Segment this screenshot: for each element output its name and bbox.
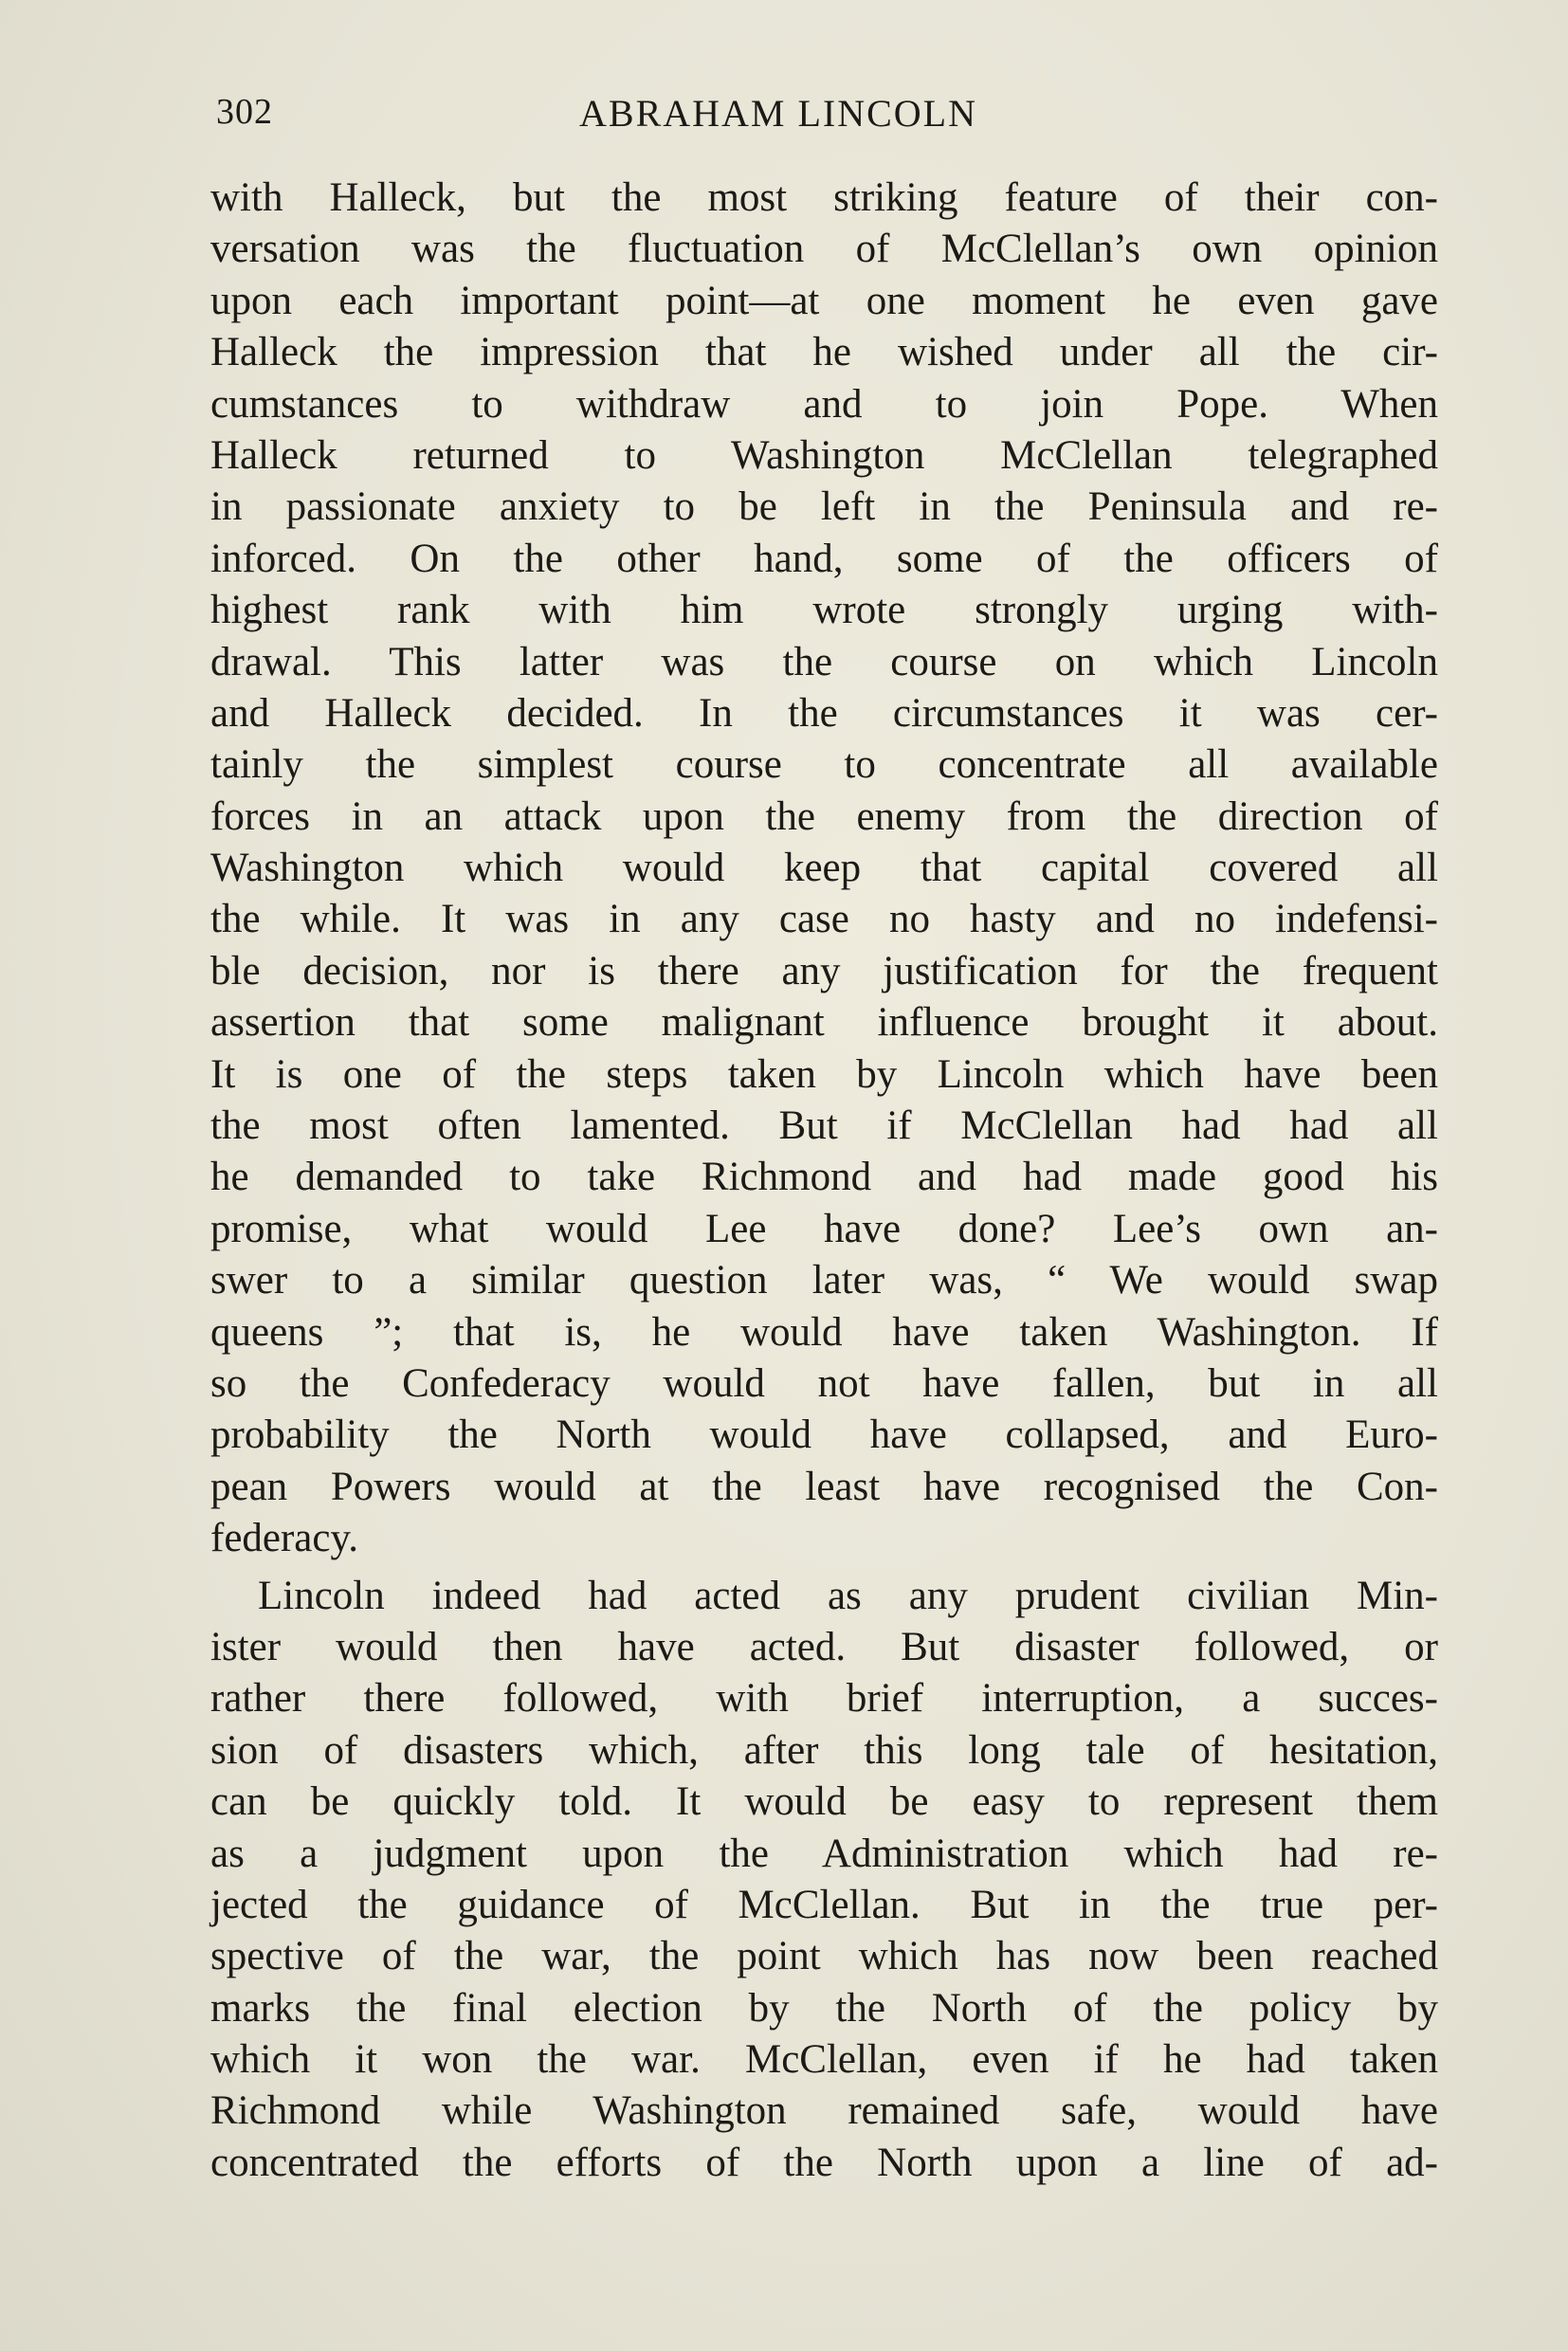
text-line: can be quickly told. It would be easy to represent them <box>210 1779 1438 1825</box>
text-line: rather there followed, with brief interruption, a succes- <box>210 1676 1438 1722</box>
page-number: 302 <box>216 92 273 132</box>
text-line: pean Powers would at the least have recognised the Con- <box>210 1464 1438 1509</box>
text-line: Richmond while Washington remained safe, would have <box>210 2088 1438 2134</box>
text-line: concentrated the efforts of the North upon a line of ad- <box>210 2140 1438 2185</box>
text-line: with Halleck, but the most striking feature of their con- <box>210 175 1438 220</box>
text-line: Halleck returned to Washington McClellan telegraphed <box>210 432 1438 478</box>
text-line: Halleck the impression that he wished under all the cir- <box>210 330 1438 375</box>
text-line: swer to a similar question later was, “ We would swap <box>210 1258 1438 1303</box>
text-line: versation was the fluctuation of McClellan’s own opinion <box>210 227 1438 272</box>
paragraph <box>210 1571 1438 2190</box>
running-title: ABRAHAM LINCOLN <box>579 92 977 135</box>
text-line: upon each important point—at one moment he even gave <box>210 278 1438 323</box>
text-line: probability the North would have collapsed, and Euro- <box>210 1412 1438 1458</box>
text-line: cumstances to withdraw and to join Pope. When <box>210 381 1438 427</box>
text-line: the most often lamented. But if McClellan had had all <box>210 1103 1438 1149</box>
body-text <box>210 173 1438 2189</box>
text-line: ister would then have acted. But disaster followed, or <box>210 1624 1438 1669</box>
text-line: marks the final election by the North of the policy by <box>210 1985 1438 2031</box>
running-head <box>216 91 1449 148</box>
text-line: which it won the war. McClellan, even if he had taken <box>210 2037 1438 2083</box>
text-line: assertion that some malignant influence brought it about. <box>210 1000 1438 1046</box>
text-line: so the Confederacy would not have fallen, but in all <box>210 1360 1438 1406</box>
text-line: and Halleck decided. In the circumstances it was cer- <box>210 690 1438 736</box>
paragraph <box>210 173 1438 1565</box>
text-line: highest rank with him wrote strongly urging with- <box>210 588 1438 633</box>
text-line: It is one of the steps taken by Lincoln which have been <box>210 1051 1438 1097</box>
text-line: Lincoln indeed had acted as any prudent civilian Min- <box>258 1573 1438 1618</box>
text-line: tainly the simplest course to concentrate all available <box>210 742 1438 788</box>
text-line: the while. It was in any case no hasty and no indefensi- <box>210 897 1438 942</box>
text-line: Washington which would keep that capital covered all <box>210 846 1438 891</box>
text-line: spective of the war, the point which has now been reached <box>210 1934 1438 1979</box>
text-line: he demanded to take Richmond and had made good his <box>210 1155 1438 1200</box>
text-line: ble decision, nor is there any justification for the frequent <box>210 948 1438 993</box>
text-line: queens ”; that is, he would have taken Washington. If <box>210 1309 1438 1355</box>
text-line: forces in an attack upon the enemy from the direction of <box>210 793 1438 839</box>
text-line: in passionate anxiety to be left in the Peninsula and re- <box>210 484 1438 530</box>
text-line: as a judgment upon the Administration which had re- <box>210 1831 1438 1876</box>
text-line: sion of disasters which, after this long tale of hesitation, <box>210 1727 1438 1773</box>
text-line: inforced. On the other hand, some of the officers of <box>210 536 1438 581</box>
text-line: drawal. This latter was the course on which Lincoln <box>210 639 1438 684</box>
text-line: promise, what would Lee have done? Lee’s own an- <box>210 1206 1438 1251</box>
text-line: federacy. <box>210 1516 358 1561</box>
text-line: jected the guidance of McClellan. But in the true per- <box>210 1882 1438 1927</box>
